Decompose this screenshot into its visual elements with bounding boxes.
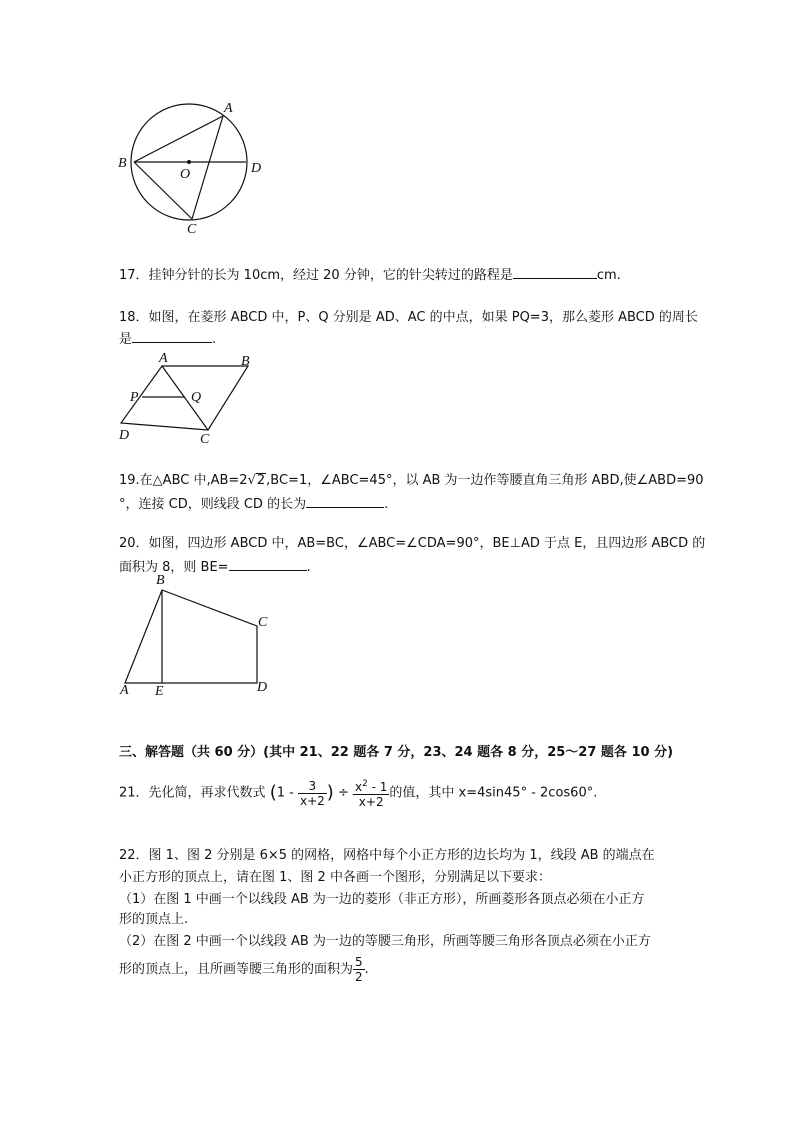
label-o: O <box>180 167 191 182</box>
fraction-numerator: 3 <box>308 778 317 793</box>
question-22-line5: （2）在图 2 中画一个以线段 AB 为一边的等腰三角形，所画等腰三角形各顶点必须在小正方 <box>119 934 651 949</box>
label-b: B <box>241 354 250 369</box>
question-21-suffix: 的值，其中 x=4sin45° - 2cos60°. <box>389 785 598 801</box>
question-18-suffix: . <box>212 332 217 347</box>
label-e: E <box>155 684 164 699</box>
fraction-denominator: 2 <box>355 970 363 984</box>
answer-blank-18[interactable] <box>132 327 212 343</box>
label-c: C <box>200 432 210 446</box>
question-22-line6-text: 形的顶点上，且所画等腰三角形的面积为 <box>119 962 354 977</box>
question-22-line6 <box>119 954 369 986</box>
divide-sign: ÷ <box>337 785 349 801</box>
question-17-text: 17． <box>119 268 149 283</box>
question-19-line2 <box>119 492 388 516</box>
label-q: Q <box>191 390 202 405</box>
question-20-prefix: 面积为 8，则 BE= <box>119 560 229 575</box>
fraction-denominator: x+2 <box>299 793 325 808</box>
label-a: A <box>224 101 233 116</box>
question-21 <box>119 776 597 811</box>
question-22-line4: 形的顶点上. <box>119 912 189 927</box>
question-18-prefix: 是 <box>119 332 133 347</box>
question-22-suffix: . <box>364 962 369 977</box>
sqrt-radicand: 2 <box>256 473 266 488</box>
figure-rhombus-abcd <box>114 350 264 446</box>
question-18-line2 <box>119 327 216 351</box>
quadrilateral-outline <box>125 590 257 683</box>
question-19-prefix: 19.在△ABC 中,AB=2 <box>119 473 248 488</box>
label-c: C <box>187 222 197 237</box>
question-22-line2: 小正方形的顶点上，请在图 1、图 2 中各画一个图形，分别满足以下要求： <box>119 870 551 885</box>
answer-blank-17[interactable] <box>513 263 597 279</box>
question-19-mid: ,BC=1，∠ABC=45°，以 AB 为一边作等腰直角三角形 ABD,使∠ABD=90 <box>266 473 704 488</box>
question-21-prefix: 21．先化简，再求代数式 <box>119 785 266 801</box>
figure-quadrilateral-abcd <box>114 570 284 700</box>
sqrt-symbol: √ <box>247 473 256 488</box>
label-a: A <box>120 683 129 698</box>
question-19-line1 <box>119 470 704 492</box>
fraction-numerator: 5 <box>355 955 363 969</box>
question-20-line1: 20．如图，四边形 ABCD 中，AB=BC，∠ABC=∠CDA=90°，BE⊥AD 于点 E，且四边形 ABCD 的 <box>119 536 706 551</box>
answer-blank-19[interactable] <box>306 492 384 508</box>
label-c: C <box>258 615 268 630</box>
numerator-rest: - 1 <box>367 780 388 794</box>
question-20-suffix: . <box>306 560 311 575</box>
paren-open: ( <box>269 782 277 803</box>
question-17 <box>119 263 621 287</box>
fraction-numerator <box>353 777 389 794</box>
question-19-line2-text: °，连接 CD，则线段 CD 的长为 <box>119 497 307 512</box>
label-b: B <box>156 573 165 588</box>
label-a: A <box>159 351 168 366</box>
question-17-body: 挂钟分针的长为 10cm，经过 20 分钟，它的针尖转过的路程是 <box>148 268 513 283</box>
question-22-line3: （1）在图 1 中画一个以线段 AB 为一边的菱形（非正方形），所画菱形各顶点必须在小正方 <box>119 892 645 907</box>
label-d: D <box>251 161 262 176</box>
fraction-x2-minus-1-over-x-plus-2 <box>353 777 389 809</box>
label-b: B <box>118 156 127 171</box>
expr-one: 1 - <box>276 785 294 801</box>
label-d: D <box>257 680 268 695</box>
question-19-suffix: . <box>384 497 389 512</box>
question-18-line1: 18．如图，在菱形 ABCD 中，P、Q 分别是 AD、AC 的中点，如果 PQ=3，那么菱形 ABCD 的周长 <box>119 310 698 325</box>
answer-blank-20[interactable] <box>229 555 307 571</box>
section-3-heading: 三、解答题（共 60 分）(其中 21、22 题各 7 分，23、24 题各 8 分，25～27 题各 10 分) <box>119 745 674 760</box>
segment-ba <box>134 116 223 162</box>
fraction-denominator: x+2 <box>353 794 389 809</box>
question-17-unit: cm. <box>596 268 621 283</box>
label-p: P <box>130 390 139 405</box>
numerator-base: x <box>354 780 363 794</box>
paren-close: ) <box>326 782 334 803</box>
segment-ac <box>192 116 223 219</box>
center-dot-o <box>187 160 191 164</box>
label-d: D <box>119 428 130 443</box>
fraction-3-over-x-plus-2 <box>298 779 327 808</box>
fraction-5-over-2 <box>353 955 365 984</box>
numerator-exponent: 2 <box>362 779 368 789</box>
question-22-line1: 22．图 1、图 2 分别是 6×5 的网格，网格中每个小正方形的边长均为 1，线段 AB 的端点在 <box>119 848 655 863</box>
figure-circle-abcd <box>112 98 272 238</box>
